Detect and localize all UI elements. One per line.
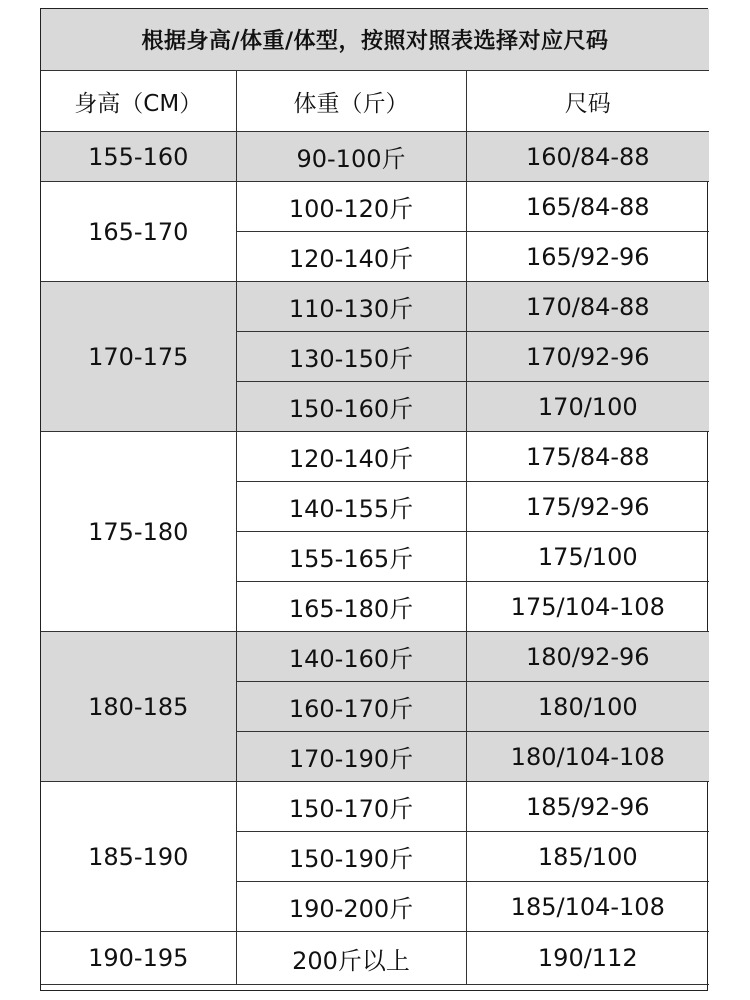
size-cell: 165/84-88 [466,182,709,232]
weight-cell: 100-120斤 [236,182,466,232]
table-row [41,282,709,332]
weight-cell: 120-140斤 [236,232,466,282]
weight-cell: 140-160斤 [236,632,466,682]
weight-cell: 150-190斤 [236,832,466,882]
weight-cell: 130-150斤 [236,332,466,382]
weight-cell: 170-190斤 [236,732,466,782]
weight-cell: 90-100斤 [236,132,466,182]
size-chart-table [41,9,709,985]
size-cell: 180/100 [466,682,709,732]
weight-cell: 150-160斤 [236,382,466,432]
height-cell: 170-175 [41,282,236,432]
size-cell: 170/84-88 [466,282,709,332]
height-cell: 175-180 [41,432,236,632]
header-row [41,71,709,132]
weight-cell: 200斤以上 [236,932,466,985]
table-row [41,782,709,832]
size-cell: 185/92-96 [466,782,709,832]
height-cell: 155-160 [41,132,236,182]
size-chart-body [41,9,709,985]
height-cell: 165-170 [41,182,236,282]
weight-cell: 155-165斤 [236,532,466,582]
size-cell: 175/100 [466,532,709,582]
weight-cell: 150-170斤 [236,782,466,832]
header-height: 身高（CM） [41,71,236,132]
height-cell: 180-185 [41,632,236,782]
weight-cell: 140-155斤 [236,482,466,532]
size-cell: 185/100 [466,832,709,882]
size-cell: 175/84-88 [466,432,709,482]
table-row [41,432,709,482]
size-chart-frame [40,8,708,991]
weight-cell: 110-130斤 [236,282,466,332]
size-cell: 175/92-96 [466,482,709,532]
title-row [41,9,709,71]
size-cell: 170/100 [466,382,709,432]
weight-cell: 190-200斤 [236,882,466,932]
height-cell: 185-190 [41,782,236,932]
size-cell: 175/104-108 [466,582,709,632]
size-cell: 190/112 [466,932,709,985]
table-row [41,132,709,182]
chart-title: 根据身高/体重/体型，按照对照表选择对应尺码 [41,9,709,71]
weight-cell: 120-140斤 [236,432,466,482]
header-weight: 体重（斤） [236,71,466,132]
height-cell: 190-195 [41,932,236,985]
size-cell: 180/104-108 [466,732,709,782]
weight-cell: 165-180斤 [236,582,466,632]
table-row [41,632,709,682]
size-cell: 170/92-96 [466,332,709,382]
weight-cell: 160-170斤 [236,682,466,732]
size-cell: 165/92-96 [466,232,709,282]
header-size: 尺码 [466,71,709,132]
table-row [41,182,709,232]
size-cell: 160/84-88 [466,132,709,182]
size-cell: 185/104-108 [466,882,709,932]
table-row [41,932,709,985]
size-cell: 180/92-96 [466,632,709,682]
